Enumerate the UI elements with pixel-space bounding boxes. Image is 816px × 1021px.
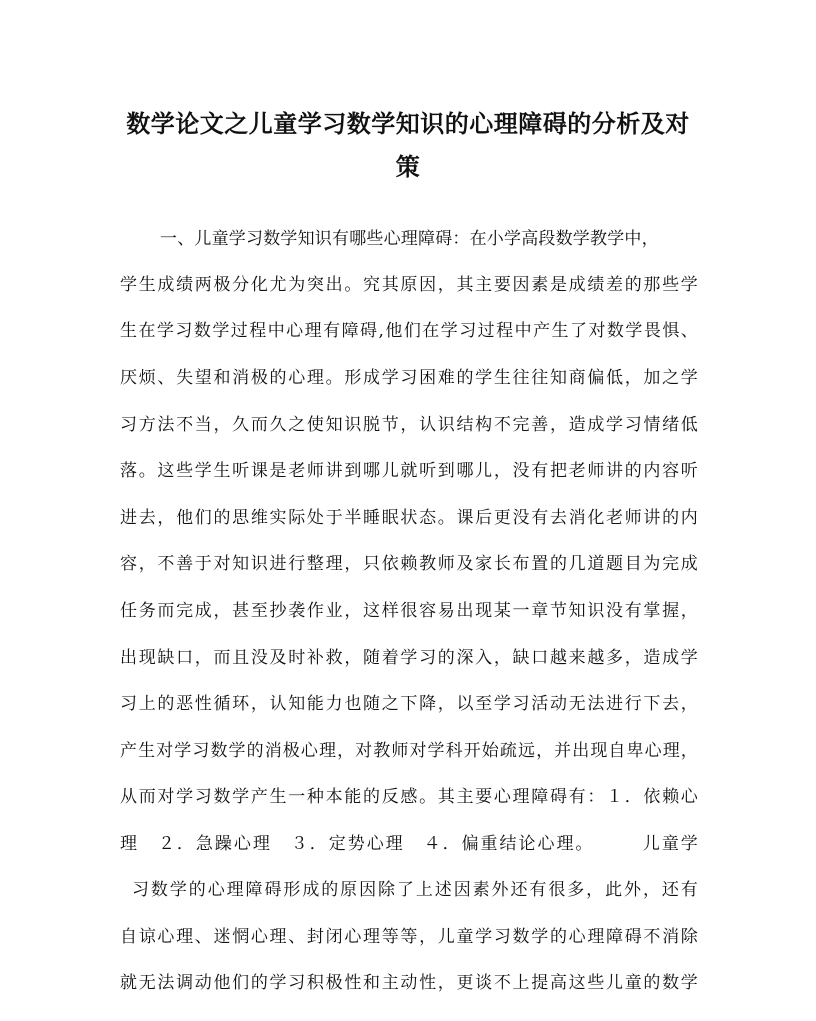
body-line-10: 出现缺口，而且没及时补救，随着学习的深入，缺口越来越多，造成学	[120, 648, 698, 668]
body-line-5: 习方法不当，久而久之使知识脱节，认识结构不完善，造成学习情绪低	[120, 415, 698, 435]
body-line-4: 厌烦、失望和消极的心理。形成学习困难的学生往往知商偏低，加之学	[120, 368, 698, 388]
body-line-9: 任务而完成，甚至抄袭作业，这样很容易出现某一章节知识没有掌握，	[120, 601, 698, 621]
body-line-11: 习上的恶性循环，认知能力也随之下降，以至学习活动无法进行下去，	[120, 694, 698, 714]
body-line-7: 进去，他们的思维实际处于半睡眠状态。课后更没有去消化老师讲的内	[120, 508, 698, 528]
body-line-6: 落。这些学生听课是老师讲到哪儿就听到哪儿，没有把老师讲的内容听	[120, 461, 698, 481]
body-line-14: 理 ２．急躁心理 ３．定势心理 ４．偏重结论心理。 儿童学	[120, 834, 698, 854]
body-line-8: 容，不善于对知识进行整理，只依赖教师及家长布置的几道题目为完成	[120, 554, 698, 574]
body-line-16: 自谅心理、迷惘心理、封闭心理等等，儿童学习数学的心理障碍不消除	[120, 927, 698, 947]
document-title-line-2: 策	[395, 152, 421, 181]
body-line-13: 从而对学习数学产生一种本能的反感。其主要心理障碍有：１．依赖心	[120, 787, 698, 807]
document-title-line-1: 数学论文之儿童学习数学知识的心理障碍的分析及对	[126, 109, 690, 138]
body-line-1: 一、儿童学习数学知识有哪些心理障碍：在小学高段数学教学中，	[160, 229, 659, 249]
body-line-17: 就无法调动他们的学习积极性和主动性，更谈不上提高这些儿童的数学	[120, 973, 698, 993]
body-line-15: 习数学的心理障碍形成的原因除了上述因素外还有很多，此外，还有	[132, 880, 698, 900]
body-line-3: 生在学习数学过程中心理有障碍,他们在学习过程中产生了对数学畏惧、	[120, 321, 698, 341]
body-line-12: 产生对学习数学的消极心理，对教师对学科开始疏远，并出现自卑心理，	[120, 741, 698, 761]
body-line-2: 学生成绩两极分化尤为突出。究其原因，其主要因素是成绩差的那些学	[120, 275, 698, 295]
